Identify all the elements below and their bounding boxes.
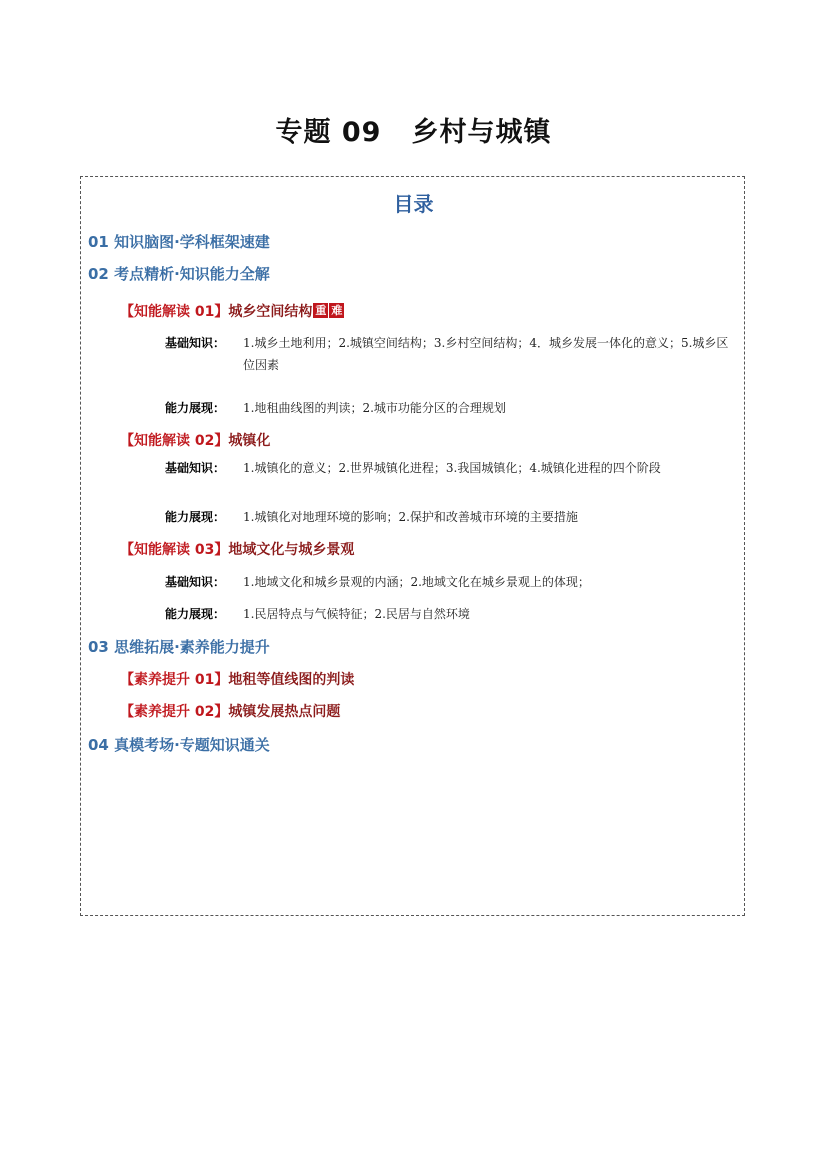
basic-label: 基础知识： [165,461,226,475]
toc-item-knowledge-02[interactable] [120,430,270,450]
basic-text: 1.城镇化的意义；2.世界城镇化进程；3.我国城镇化；4.城镇化进程的四个阶段 [243,461,661,475]
toc-item-literacy-02[interactable] [120,701,340,721]
basic-label: 基础知识： [165,336,226,350]
item-tag: 【素养提升 02】 [120,704,229,720]
toc-title: 目录 [393,192,434,216]
item-name: 地域文化与城乡景观 [228,542,355,558]
toc-section-04[interactable]: 04 真模考场·专题知识通关 [88,736,270,754]
item-tag: 【知能解读 03】 [120,542,229,558]
ability-text: 1.城镇化对地理环境的影响；2.保护和改善城市环境的主要措施 [243,510,578,524]
ability-label: 能力展现： [165,510,226,524]
basic-text: 1.地域文化和城乡景观的内涵；2.地域文化在城乡景观上的体现； [243,575,590,589]
badge-difficult: 难 [331,304,343,317]
basic-knowledge-row [165,457,740,501]
item-name: 城镇发展热点问题 [228,704,341,720]
toc-item-literacy-01[interactable] [120,669,354,689]
badge-key: 重 [315,304,327,317]
item-name: 地租等值线图的判读 [228,672,355,688]
toc-item-knowledge-03[interactable] [120,539,354,559]
toc-section-02[interactable]: 02 考点精析·知识能力全解 [88,265,270,283]
basic-label: 基础知识： [165,575,226,589]
ability-label: 能力展现： [165,401,226,415]
item-tag: 【知能解读 01】 [120,304,229,320]
ability-text: 1.民居特点与气候特征；2.民居与自然环境 [243,607,470,621]
basic-knowledge-row [165,332,740,376]
basic-text: 1.城乡土地利用；2.城镇空间结构；3.乡村空间结构；4．城乡发展一体化的意义；5.城乡区位因素 [243,336,729,372]
toc-section-03[interactable]: 03 思维拓展·素养能力提升 [88,638,270,656]
toc-item-knowledge-01[interactable] [120,301,344,321]
ability-label: 能力展现： [165,607,226,621]
title-text: 乡村与城镇 [411,117,552,148]
item-name: 城镇化 [228,433,271,449]
item-name: 城乡空间结构 [228,304,313,320]
item-tag: 【知能解读 02】 [120,433,229,449]
ability-text: 1.地租曲线图的判读；2.城市功能分区的合理规划 [243,401,506,415]
page-title [0,110,827,149]
toc-section-01[interactable]: 01 知识脑图·学科框架速建 [88,233,270,251]
item-tag: 【素养提升 01】 [120,672,229,688]
title-number: 专题 09 [275,117,382,148]
